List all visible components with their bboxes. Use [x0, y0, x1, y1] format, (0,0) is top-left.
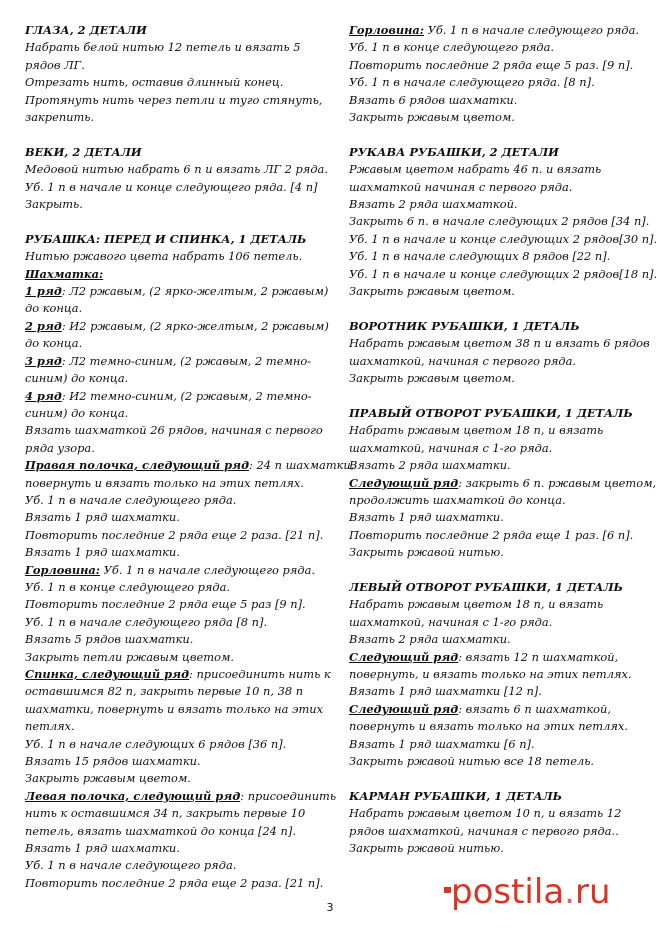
text-line: повернуть и вязать только на этих петлях.	[349, 719, 628, 734]
text-line: повернуть, и вязать только на этих петлях.	[349, 666, 632, 681]
text-line: Повторить последние 2 ряда еще 2 раза. [21 п].	[25, 875, 324, 890]
line-text: : Л2 темно-синим, (2 ржавым, 2 темно-	[61, 353, 312, 368]
text-line: Уб. 1 п в начале следующего ряда [8 п].	[25, 614, 268, 629]
text-line: Уб. 1 п в начале следующих 6 рядов [36 п].	[25, 736, 287, 751]
text-line: продолжить шахматкой до конца.	[349, 492, 566, 507]
bold-label: Левая полочка, следующий ряд	[25, 788, 241, 803]
text-line	[25, 353, 325, 370]
text-line: Отрезать нить, оставив длинный конец.	[25, 75, 284, 90]
text-line: Уб. 1 п в начале и конце следующего ряда. [4 п]	[25, 179, 318, 194]
text-line	[25, 388, 325, 405]
text-line: Вязать 1 ряд шахматки.	[349, 510, 504, 525]
text-line: Набрать белой нитью 12 петель и вязать 5	[25, 40, 301, 55]
line-text: : 24 п шахматки,	[249, 458, 355, 473]
text-line	[25, 788, 337, 805]
text-line: Медовой нитью набрать 6 п и вязать ЛГ 2 ряда.	[25, 162, 328, 177]
text-line: Вязать 1 ряд шахматки.	[25, 510, 180, 525]
watermark-word: postila	[451, 872, 565, 912]
bold-label: Спинка, следующий ряд	[25, 667, 190, 681]
text-line: Закрыть 6 п. в начале следующих 2 рядов [34 п].	[349, 214, 650, 229]
section-веки	[25, 144, 328, 214]
text-line: синим) до конца.	[25, 371, 129, 386]
text-line	[25, 318, 329, 335]
text-line: Закрыть петли ржавым цветом.	[25, 649, 235, 664]
text-line: повернуть и вязать только на этих петлях.	[25, 475, 304, 490]
bold-label: Следующий ряд	[349, 475, 459, 490]
section-title: КАРМАН РУБАШКИ, 1 ДЕТАЛЬ	[349, 788, 563, 803]
section-карман-рубашки	[349, 788, 644, 858]
text-line: Протянуть нить через петли и туго стянуть,	[25, 92, 323, 107]
bold-label: Следующий ряд	[349, 701, 459, 716]
text-line	[25, 283, 329, 300]
line-text: Уб. 1 п в начале следующего ряда.	[424, 23, 639, 37]
section-title: ПРАВЫЙ ОТВОРОТ РУБАШКИ, 1 ДЕТАЛЬ	[349, 405, 633, 420]
section-title: ГЛАЗА, 2 ДЕТАЛИ	[25, 23, 147, 37]
text-line: Закрыть ржавым цветом.	[349, 371, 515, 386]
text-line: петель, вязать шахматкой до конца [24 п].	[25, 823, 296, 838]
line-text: Уб. 1 п в начале следующего ряда.	[100, 562, 315, 577]
text-line: Нитью ржавого цвета набрать 106 петель.	[25, 249, 303, 264]
watermark-logo-icon	[444, 887, 451, 893]
text-line: Вязать 6 рядов шахматки.	[349, 92, 518, 107]
text-line: Уб. 1 п в начале следующих 8 рядов [22 п].	[349, 249, 611, 264]
text-line: синим) до конца.	[25, 405, 129, 420]
bold-label: 4 ряд	[25, 388, 62, 403]
section-левый-отворот-рубашки	[349, 579, 644, 770]
left-column	[25, 22, 355, 910]
text-line: Уб. 1 п в начале следующего ряда. [8 п].	[349, 75, 595, 90]
section-continued	[349, 22, 644, 126]
section-title: ВОРОТНИК РУБАШКИ, 1 ДЕТАЛЬ	[349, 318, 580, 333]
text-line: Ржавым цветом набрать 46 п. и вязать	[349, 162, 602, 177]
line-text: : вязать 12 п шахматкой,	[458, 649, 619, 664]
watermark-dot: .	[564, 872, 575, 912]
section-title: ВЕКИ, 2 ДЕТАЛИ	[25, 144, 142, 159]
text-line	[25, 457, 355, 474]
text-line: шахматкой, начиная с 1-го ряда.	[349, 614, 553, 629]
text-line: нить к оставшимся 34 п, закрыть первые 10	[25, 806, 306, 821]
text-line: Вязать 1 ряд шахматки [6 п].	[349, 736, 535, 751]
bold-label: Шахматка:	[25, 266, 104, 281]
text-line: закрепить.	[25, 110, 95, 125]
line-text: : И2 темно-синим, (2 ржавым, 2 темно-	[61, 388, 312, 403]
text-line: Вязать 1 ряд шахматки.	[25, 545, 180, 560]
text-line	[349, 649, 644, 666]
line-text: : присоединить	[240, 788, 337, 803]
text-line: шахматкой, начиная с 1-го ряда.	[349, 440, 553, 455]
text-line	[349, 475, 657, 492]
line-text: : закрыть 6 п. ржавым цветом,	[458, 475, 657, 490]
text-line: до конца.	[25, 301, 83, 316]
text-line: Повторить последние 2 ряда еще 1 раз. [6 п].	[349, 527, 634, 542]
text-line: шахматкой начиная с первого ряда.	[349, 179, 573, 194]
section-воротник-рубашки	[349, 318, 650, 388]
section-правый-отворот-рубашки	[349, 405, 657, 562]
page-number: 3	[326, 901, 334, 914]
text-line: Закрыть.	[25, 197, 83, 212]
section-рубашка-перед-и-спинка	[25, 231, 355, 892]
bold-label: 2 ряд	[25, 318, 62, 333]
text-line: Уб. 1 п в конце следующего ряда.	[25, 579, 231, 594]
text-line: Вязать 15 рядов шахматки.	[25, 754, 201, 769]
line-text: : присоединить нить к	[189, 667, 331, 681]
line-text: : И2 ржавым, (2 ярко-желтым, 2 ржавым)	[61, 318, 329, 333]
text-line: Уб. 1 п в начале следующего ряда.	[25, 492, 237, 507]
text-line: Вязать 5 рядов шахматки.	[25, 632, 194, 647]
text-line	[349, 22, 644, 39]
bold-label: Горловина:	[349, 23, 425, 37]
watermark-domain: ru	[574, 872, 611, 912]
section-title: РУБАШКА: ПЕРЕД И СПИНКА, 1 ДЕТАЛЬ	[25, 231, 307, 246]
text-line: рядов ЛГ.	[25, 57, 85, 72]
text-line: Набрать ржавым цветом 18 п, и вязать	[349, 597, 604, 612]
text-line: Вязать 2 ряда шахматки.	[349, 458, 511, 473]
text-line: Повторить последние 2 ряда еще 5 раз. [9 п].	[349, 57, 634, 72]
text-line: Повторить последние 2 ряда еще 5 раз [9 п].	[25, 597, 306, 612]
text-line: петлях.	[25, 719, 75, 734]
text-line: Повторить последние 2 ряда еще 2 раза. [21 п].	[25, 527, 324, 542]
text-line: Набрать ржавым цветом 18 п, и вязать	[349, 423, 604, 438]
bold-label: Горловина:	[25, 562, 101, 577]
section-рукава-рубашки	[349, 144, 658, 301]
bold-label: 3 ряд	[25, 353, 62, 368]
text-line: Закрыть ржавым цветом.	[349, 284, 515, 299]
text-line	[25, 562, 325, 579]
text-line	[349, 701, 644, 718]
text-line: Закрыть ржавым цветом.	[25, 771, 191, 786]
bold-label: Правая полочка, следующий ряд	[25, 458, 250, 473]
postila-watermark[interactable]	[444, 872, 611, 912]
text-line: Закрыть ржавой нитью все 18 петель.	[349, 754, 595, 768]
text-line: Набрать ржавым цветом 10 п, и вязать 12	[349, 806, 622, 821]
text-line: шахматки, повернуть и вязать только на этих	[25, 701, 324, 716]
text-line	[25, 666, 331, 683]
text-line: Уб. 1 п в начале и конце следующих 2 рядов[30 п].	[349, 231, 658, 246]
text-line: Уб. 1 п в конце следующего ряда.	[349, 40, 555, 55]
section-title: ЛЕВЫЙ ОТВОРОТ РУБАШКИ, 1 ДЕТАЛЬ	[349, 579, 623, 594]
bold-label: Следующий ряд	[349, 649, 459, 664]
text-line: Вязать 2 ряда шахматки.	[349, 632, 511, 647]
line-text: : вязать 6 п шахматкой,	[458, 701, 611, 716]
section-глаза	[25, 22, 325, 126]
text-line	[25, 266, 325, 283]
text-line: Закрыть ржавой нитью.	[349, 841, 504, 856]
line-text: : Л2 ржавым, (2 ярко-желтым, 2 ржавым)	[61, 284, 329, 299]
text-line: до конца.	[25, 336, 83, 351]
text-line: Закрыть ржавым цветом.	[349, 110, 515, 125]
text-line: Вязать 1 ряд шахматки [12 п].	[349, 684, 542, 699]
text-line: ряда узора.	[25, 440, 95, 455]
text-line: Набрать ржавым цветом 38 п и вязать 6 рядов	[349, 336, 650, 351]
text-line: оставшимся 82 п, закрыть первые 10 п, 38 п	[25, 684, 304, 699]
bold-label: 1 ряд	[25, 284, 62, 299]
text-line: Закрыть ржавой нитью.	[349, 545, 504, 560]
section-title: РУКАВА РУБАШКИ, 2 ДЕТАЛИ	[349, 144, 559, 159]
text-line: шахматкой, начиная с первого ряда.	[349, 353, 577, 368]
right-column	[349, 22, 658, 875]
text-line: Вязать 2 ряда шахматкой.	[349, 197, 518, 212]
text-line: Вязать 1 ряд шахматки.	[25, 841, 180, 856]
text-line: Вязать шахматкой 26 рядов, начиная с первого	[25, 423, 323, 438]
text-line: Уб. 1 п в начале следующего ряда.	[25, 858, 237, 873]
text-line: рядов шахматкой, начиная с первого ряда..	[349, 823, 619, 838]
text-line: Уб. 1 п в начале и конце следующих 2 рядов[18 п].	[349, 266, 658, 281]
